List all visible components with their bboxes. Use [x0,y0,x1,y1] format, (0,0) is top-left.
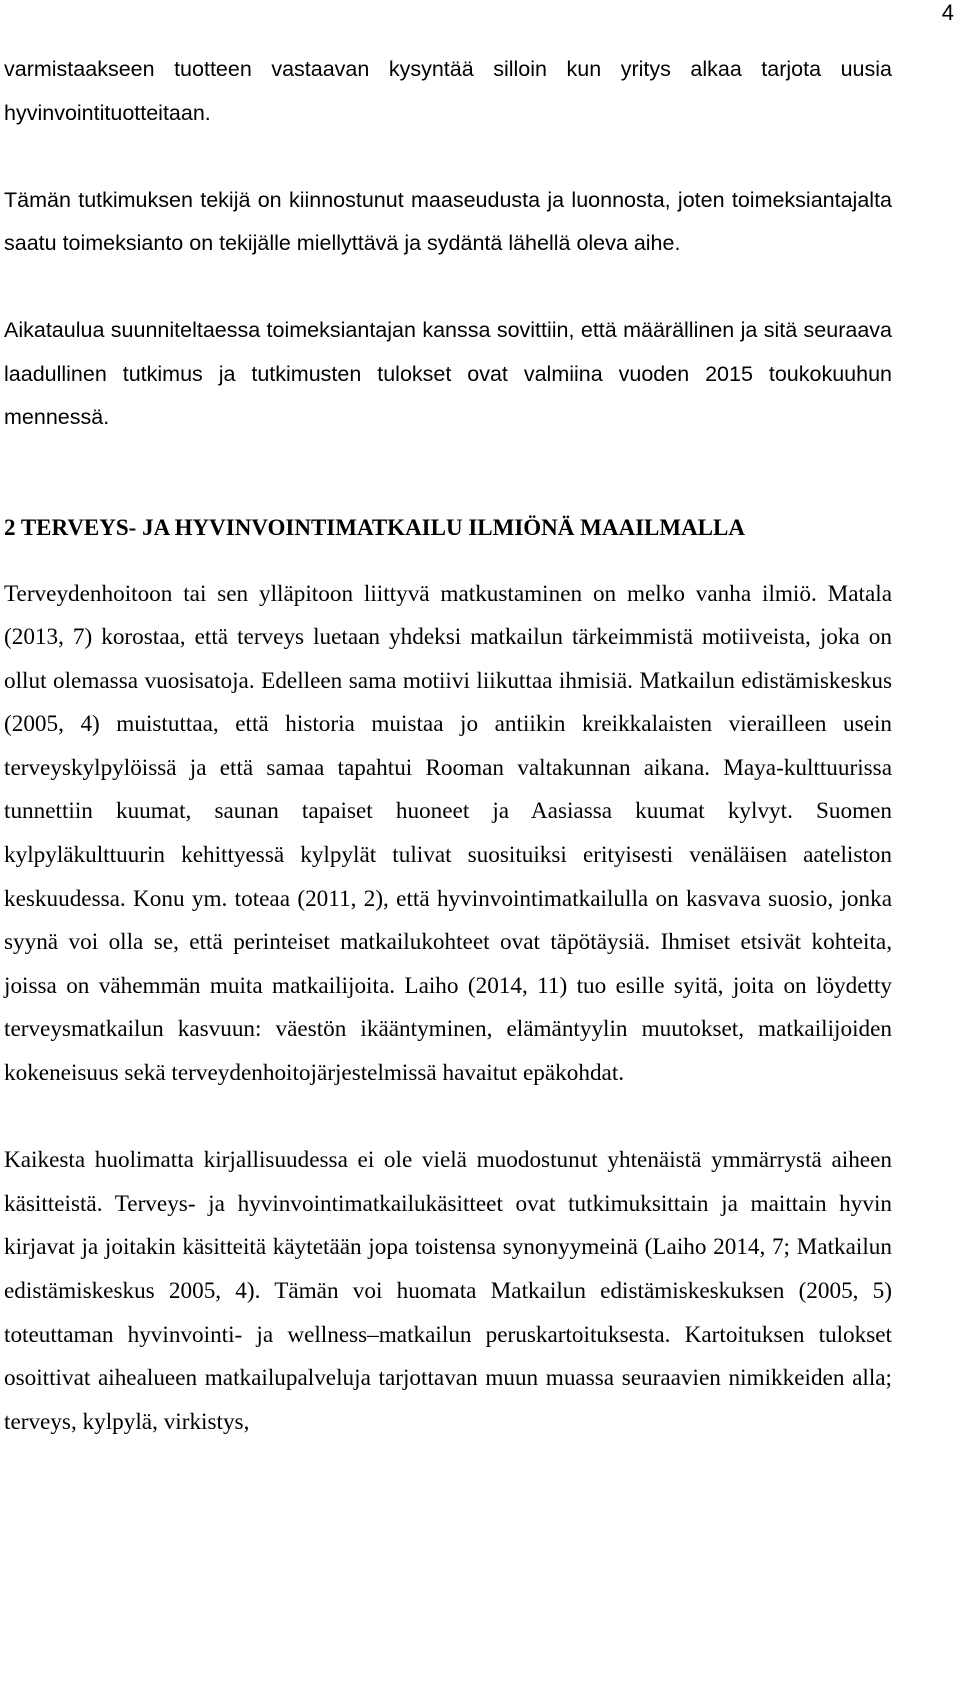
section-heading: 2 TERVEYS- JA HYVINVOINTIMATKAILU ILMIÖNÄ MAAILMALLA [4,514,745,540]
paragraph-intro-end: varmistaakseen tuotteen vastaavan kysyntää silloin kun yritys alkaa tarjota uusia hyvinvointituotteitaan. [4,57,892,125]
paragraph-author-interest: Tämän tutkimuksen tekijä on kiinnostunut maaseudusta ja luonnosta, joten toimeksiantajalta saatu toimeksianto on tekijälle miellyttävä ja sydäntä lähellä oleva aihe. [4,187,892,255]
paragraph-schedule: Aikataulua suunniteltaessa toimeksiantajan kanssa sovittiin, että määrällinen ja sitä seuraava laadullinen tutkimus ja tutkimusten tulokset ovat valmiina vuoden 2015 toukokuuhun mennessä. [4,318,892,429]
page-number: 4 [941,0,954,25]
document-body [4,48,892,1444]
section-paragraph-concepts: Kaikesta huolimatta kirjallisuudessa ei ole vielä muodostunut yhtenäistä ymmärrystä aiheen käsitteistä. Terveys- ja hyvinvointimatkailukäsitteet ovat tutkimuksittain ja maittain hyvin kirjavat ja joitakin käsitteitä käytetään jopa toistensa synonyymeinä (Laiho 2014, 7; Matkailun edistämiskeskus 2005, 4). Tämän voi huomata Matkailun edistämiskeskuksen (2005, 5) toteuttaman hyvinvointi- ja wellness–matkailun peruskartoituksesta. Kartoituksen tulokset osoittivat aihealueen matkailupalveluja tarjottavan muun muassa seuraavien nimikkeiden alla; terveys, kylpylä, virkistys, [4,1147,892,1435]
section-paragraph-history: Terveydenhoitoon tai sen ylläpitoon liittyvä matkustaminen on melko vanha ilmiö. Matala (2013, 7) korostaa, että terveys luetaan yhdeksi matkailun tärkeimmistä motiiveista, joka on ollut olemassa vuosisatoja. Edelleen sama motiivi liikuttaa ihmisiä. Matkailun edistämiskeskus (2005, 4) muistuttaa, että historia muistaa jo antiikin kreikkalaisten vierailleen usein terveyskylpylöissä ja että samaa tapahtui Rooman valtakunnan aikana. Maya-kulttuurissa tunnettiin kuumat, saunan tapaiset huoneet ja Aasiassa kuumat kylvyt. Suomen kylpyläkulttuurin kehittyessä kylpylät tulivat suosituiksi erityisesti venäläisen aateliston keskuudessa. Konu ym. toteaa (2011, 2), että hyvinvointimatkailulla on kasvava suosio, jonka syynä voi olla se, että perinteiset matkailukohteet ovat täpötäysiä. Ihmiset etsivät kohteita, joissa on vähemmän muita matkailijoita. Laiho (2014, 11) tuo esille syitä, joita on löydetty terveysmatkailun kasvuun: väestön ikääntyminen, elämäntyylin muutokset, matkailijoiden kokeneisuus sekä terveydenhoitojärjestelmissä havaitut epäkohdat. [4,580,892,1087]
